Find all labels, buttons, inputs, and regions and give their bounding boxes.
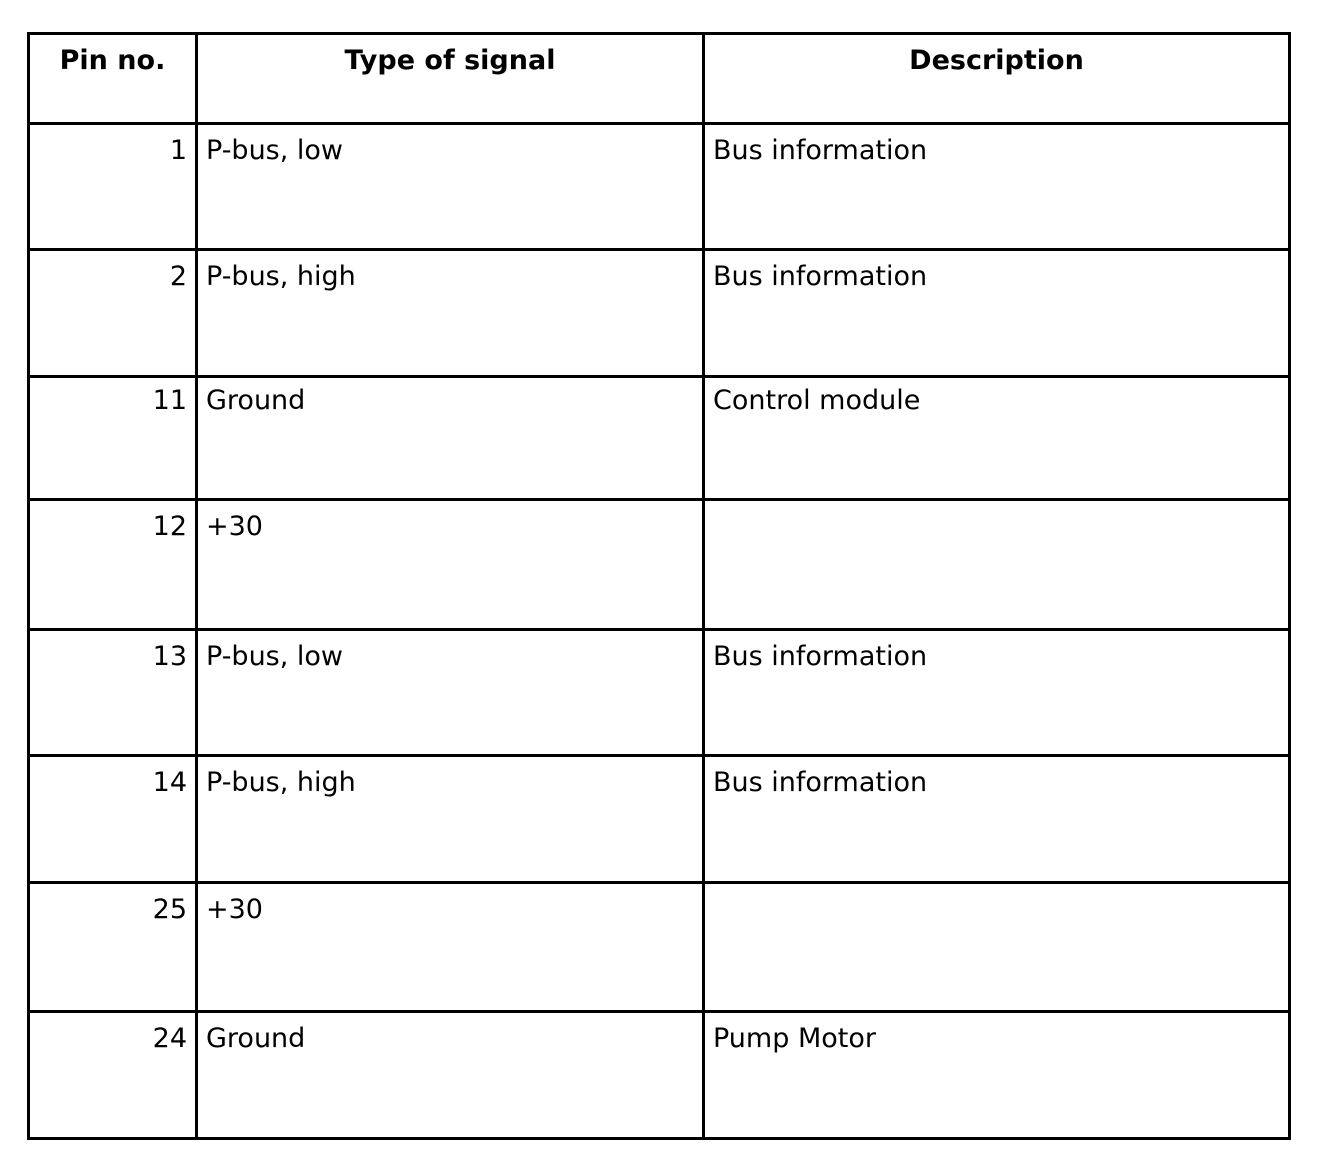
description-cell: Control module <box>704 377 1290 500</box>
pin-assignment-table <box>27 32 1291 1140</box>
signal-type-cell: P-bus, low <box>197 630 704 756</box>
pin-number-cell: 11 <box>29 377 197 500</box>
table-row <box>29 124 1290 250</box>
table-row <box>29 250 1290 377</box>
description-cell: Bus information <box>704 250 1290 377</box>
description-cell: Bus information <box>704 124 1290 250</box>
table-row <box>29 630 1290 756</box>
description-cell: Bus information <box>704 630 1290 756</box>
pin-number-cell: 24 <box>29 1012 197 1139</box>
table-row <box>29 1012 1290 1139</box>
signal-type-cell: +30 <box>197 500 704 630</box>
header-pin-no: Pin no. <box>29 34 197 124</box>
pin-number-cell: 12 <box>29 500 197 630</box>
table-row <box>29 883 1290 1012</box>
header-type-of-signal: Type of signal <box>197 34 704 124</box>
header-description: Description <box>704 34 1290 124</box>
table-row <box>29 500 1290 630</box>
pin-number-cell: 1 <box>29 124 197 250</box>
description-cell <box>704 883 1290 1012</box>
signal-type-cell: Ground <box>197 377 704 500</box>
signal-type-cell: P-bus, low <box>197 124 704 250</box>
description-cell <box>704 500 1290 630</box>
table-row <box>29 377 1290 500</box>
description-cell: Pump Motor <box>704 1012 1290 1139</box>
signal-type-cell: P-bus, high <box>197 250 704 377</box>
header-row <box>29 34 1290 124</box>
signal-type-cell: Ground <box>197 1012 704 1139</box>
signal-type-cell: P-bus, high <box>197 756 704 883</box>
pin-number-cell: 2 <box>29 250 197 377</box>
table-row <box>29 756 1290 883</box>
description-cell: Bus information <box>704 756 1290 883</box>
pin-number-cell: 25 <box>29 883 197 1012</box>
pin-number-cell: 13 <box>29 630 197 756</box>
signal-type-cell: +30 <box>197 883 704 1012</box>
pin-number-cell: 14 <box>29 756 197 883</box>
